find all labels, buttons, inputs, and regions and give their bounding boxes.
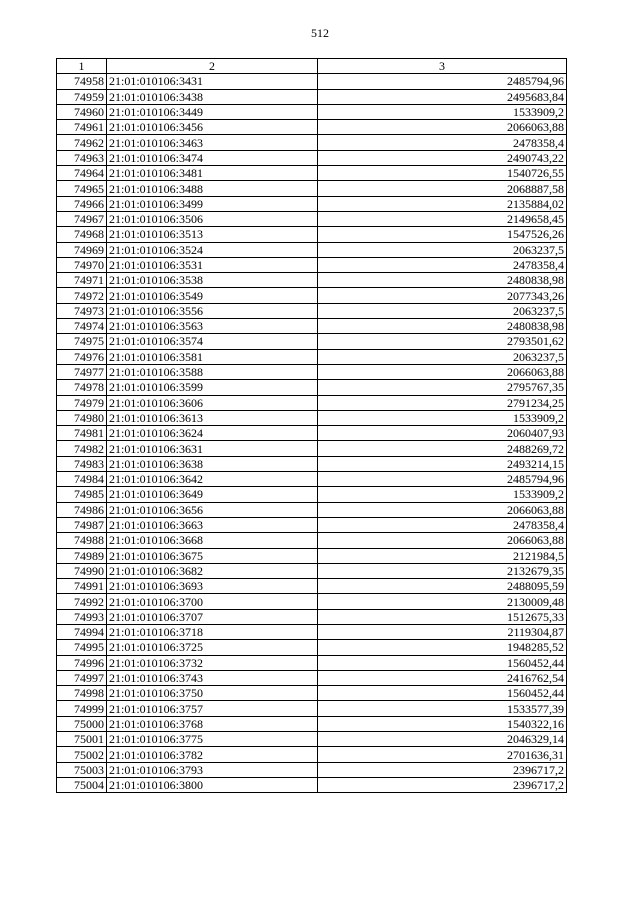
cadastral-number-cell: 21:01:010106:3463 [107,135,318,150]
row-number-cell: 75000 [57,716,107,731]
value-cell: 2066063,88 [318,120,567,135]
cadastral-number-cell: 21:01:010106:3750 [107,686,318,701]
cadastral-number-cell: 21:01:010106:3682 [107,563,318,578]
cadastral-number-cell: 21:01:010106:3782 [107,747,318,762]
cadastral-number-cell: 21:01:010106:3656 [107,502,318,517]
row-number-cell: 74973 [57,303,107,318]
column-header-3: 3 [318,59,567,74]
page-number: 512 [311,26,329,40]
table-row [57,334,567,349]
table-row [57,732,567,747]
value-cell: 2132679,35 [318,563,567,578]
cadastral-number-cell: 21:01:010106:3707 [107,609,318,624]
row-number-cell: 74965 [57,181,107,196]
value-cell: 2701636,31 [318,747,567,762]
table-row [57,166,567,181]
table-row [57,273,567,288]
cadastral-number-cell: 21:01:010106:3631 [107,441,318,456]
row-number-cell: 74983 [57,456,107,471]
value-cell: 2485794,96 [318,472,567,487]
value-cell: 2119304,87 [318,624,567,639]
cadastral-number-cell: 21:01:010106:3718 [107,624,318,639]
row-number-cell: 74975 [57,334,107,349]
cadastral-number-cell: 21:01:010106:3581 [107,349,318,364]
cadastral-number-cell: 21:01:010106:3549 [107,288,318,303]
value-cell: 2490743,22 [318,150,567,165]
value-cell: 2063237,5 [318,303,567,318]
table-body [57,74,567,793]
value-cell: 2063237,5 [318,242,567,257]
table-row [57,135,567,150]
value-cell: 2488269,72 [318,441,567,456]
row-number-cell: 74976 [57,349,107,364]
table-row [57,150,567,165]
value-cell: 1512675,33 [318,609,567,624]
table-row [57,472,567,487]
cadastral-number-cell: 21:01:010106:3675 [107,548,318,563]
row-number-cell: 74986 [57,502,107,517]
value-cell: 2060407,93 [318,426,567,441]
row-number-cell: 74962 [57,135,107,150]
value-cell: 2063237,5 [318,349,567,364]
table-row [57,426,567,441]
row-number-cell: 74961 [57,120,107,135]
cadastral-number-cell: 21:01:010106:3488 [107,181,318,196]
cadastral-number-cell: 21:01:010106:3613 [107,410,318,425]
value-cell: 2416762,54 [318,670,567,685]
value-cell: 2396717,2 [318,777,567,792]
table-row [57,701,567,716]
table-row [57,777,567,792]
table-row [57,410,567,425]
value-cell: 2066063,88 [318,502,567,517]
table-row [57,380,567,395]
table-row [57,747,567,762]
value-cell: 2485794,96 [318,74,567,89]
row-number-cell: 74978 [57,380,107,395]
table-row [57,563,567,578]
row-number-cell: 74994 [57,624,107,639]
table-row [57,74,567,89]
cadastral-number-cell: 21:01:010106:3449 [107,104,318,119]
value-cell: 2149658,45 [318,211,567,226]
row-number-cell: 74974 [57,319,107,334]
value-cell: 2480838,98 [318,273,567,288]
value-cell: 2795767,35 [318,380,567,395]
table-row [57,655,567,670]
cadastral-number-cell: 21:01:010106:3588 [107,364,318,379]
table-row [57,257,567,272]
column-header-2: 2 [107,59,318,74]
table-row [57,624,567,639]
row-number-cell: 74971 [57,273,107,288]
row-number-cell: 74960 [57,104,107,119]
value-cell: 2046329,14 [318,732,567,747]
value-cell: 2478358,4 [318,135,567,150]
row-number-cell: 74987 [57,517,107,532]
cadastral-number-cell: 21:01:010106:3800 [107,777,318,792]
value-cell: 2396717,2 [318,762,567,777]
table-row [57,762,567,777]
cadastral-number-cell: 21:01:010106:3693 [107,579,318,594]
row-number-cell: 74988 [57,533,107,548]
cadastral-number-cell: 21:01:010106:3563 [107,319,318,334]
row-number-cell: 74991 [57,579,107,594]
table-row [57,670,567,685]
row-number-cell: 74972 [57,288,107,303]
table-row [57,533,567,548]
row-number-cell: 74985 [57,487,107,502]
cadastral-number-cell: 21:01:010106:3732 [107,655,318,670]
table-row [57,196,567,211]
table-row [57,227,567,242]
cadastral-number-cell: 21:01:010106:3668 [107,533,318,548]
cadastral-number-cell: 21:01:010106:3793 [107,762,318,777]
value-cell: 1560452,44 [318,655,567,670]
row-number-cell: 74958 [57,74,107,89]
row-number-cell: 74979 [57,395,107,410]
table-row [57,364,567,379]
value-cell: 1540322,16 [318,716,567,731]
cadastral-number-cell: 21:01:010106:3531 [107,257,318,272]
value-cell: 2480838,98 [318,319,567,334]
cadastral-number-cell: 21:01:010106:3757 [107,701,318,716]
row-number-cell: 74966 [57,196,107,211]
row-number-cell: 74992 [57,594,107,609]
value-cell: 1533909,2 [318,410,567,425]
cadastral-number-cell: 21:01:010106:3538 [107,273,318,288]
row-number-cell: 74989 [57,548,107,563]
row-number-cell: 74996 [57,655,107,670]
cadastral-number-cell: 21:01:010106:3775 [107,732,318,747]
cadastral-number-cell: 21:01:010106:3649 [107,487,318,502]
value-cell: 2791234,25 [318,395,567,410]
row-number-cell: 75004 [57,777,107,792]
row-number-cell: 75002 [57,747,107,762]
cadastral-number-cell: 21:01:010106:3574 [107,334,318,349]
value-cell: 1533909,2 [318,487,567,502]
cadastral-number-cell: 21:01:010106:3556 [107,303,318,318]
table-row [57,594,567,609]
table-row [57,104,567,119]
data-table [56,58,567,793]
value-cell: 1560452,44 [318,686,567,701]
cadastral-number-cell: 21:01:010106:3481 [107,166,318,181]
cadastral-number-cell: 21:01:010106:3456 [107,120,318,135]
table-row [57,303,567,318]
row-number-cell: 74967 [57,211,107,226]
cadastral-number-cell: 21:01:010106:3743 [107,670,318,685]
row-number-cell: 74998 [57,686,107,701]
cadastral-number-cell: 21:01:010106:3524 [107,242,318,257]
row-number-cell: 74993 [57,609,107,624]
table-row [57,211,567,226]
row-number-cell: 74959 [57,89,107,104]
cadastral-number-cell: 21:01:010106:3474 [107,150,318,165]
cadastral-number-cell: 21:01:010106:3506 [107,211,318,226]
table-row [57,242,567,257]
value-cell: 1533909,2 [318,104,567,119]
table-row [57,502,567,517]
row-number-cell: 75003 [57,762,107,777]
row-number-cell: 74984 [57,472,107,487]
table-row [57,716,567,731]
row-number-cell: 74999 [57,701,107,716]
table-row [57,181,567,196]
value-cell: 2793501,62 [318,334,567,349]
value-cell: 1533577,39 [318,701,567,716]
value-cell: 2077343,26 [318,288,567,303]
value-cell: 2130009,48 [318,594,567,609]
column-header-1: 1 [57,59,107,74]
value-cell: 1547526,26 [318,227,567,242]
row-number-cell: 74997 [57,670,107,685]
table-row [57,288,567,303]
cadastral-number-cell: 21:01:010106:3768 [107,716,318,731]
table-row [57,319,567,334]
table-row [57,548,567,563]
cadastral-number-cell: 21:01:010106:3725 [107,640,318,655]
cadastral-number-cell: 21:01:010106:3642 [107,472,318,487]
value-cell: 1540726,55 [318,166,567,181]
value-cell: 2121984,5 [318,548,567,563]
row-number-cell: 74963 [57,150,107,165]
value-cell: 2066063,88 [318,533,567,548]
row-number-cell: 75001 [57,732,107,747]
row-number-cell: 74980 [57,410,107,425]
row-number-cell: 74977 [57,364,107,379]
cadastral-number-cell: 21:01:010106:3438 [107,89,318,104]
row-number-cell: 74970 [57,257,107,272]
value-cell: 2493214,15 [318,456,567,471]
cadastral-number-cell: 21:01:010106:3431 [107,74,318,89]
table-row [57,609,567,624]
table-row [57,579,567,594]
table-header-row [57,59,567,74]
cadastral-number-cell: 21:01:010106:3599 [107,380,318,395]
table-row [57,640,567,655]
row-number-cell: 74969 [57,242,107,257]
table-row [57,487,567,502]
table-row [57,120,567,135]
cadastral-number-cell: 21:01:010106:3513 [107,227,318,242]
value-cell: 2495683,84 [318,89,567,104]
value-cell: 1948285,52 [318,640,567,655]
row-number-cell: 74981 [57,426,107,441]
table-row [57,395,567,410]
row-number-cell: 74968 [57,227,107,242]
row-number-cell: 74990 [57,563,107,578]
table-row [57,686,567,701]
table-row [57,89,567,104]
cadastral-number-cell: 21:01:010106:3638 [107,456,318,471]
table-row [57,456,567,471]
row-number-cell: 74982 [57,441,107,456]
row-number-cell: 74995 [57,640,107,655]
value-cell: 2478358,4 [318,517,567,532]
value-cell: 2066063,88 [318,364,567,379]
table-row [57,517,567,532]
cadastral-number-cell: 21:01:010106:3624 [107,426,318,441]
table-row [57,349,567,364]
cadastral-number-cell: 21:01:010106:3606 [107,395,318,410]
table-row [57,441,567,456]
cadastral-number-cell: 21:01:010106:3700 [107,594,318,609]
row-number-cell: 74964 [57,166,107,181]
value-cell: 2135884,02 [318,196,567,211]
value-cell: 2068887,58 [318,181,567,196]
cadastral-number-cell: 21:01:010106:3499 [107,196,318,211]
value-cell: 2488095,59 [318,579,567,594]
cadastral-number-cell: 21:01:010106:3663 [107,517,318,532]
value-cell: 2478358,4 [318,257,567,272]
